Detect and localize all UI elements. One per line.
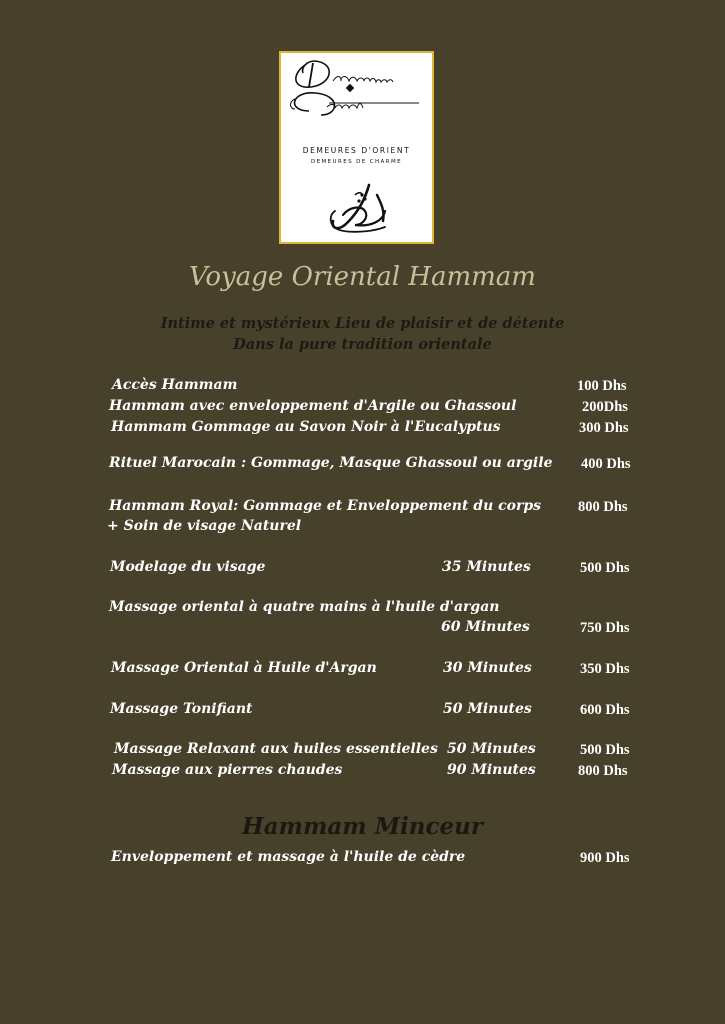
menu-item-duration: 30 Minutes (443, 660, 532, 676)
menu-item-label: Massage Relaxant aux huiles essentielles (114, 741, 438, 757)
arabic-calligraphy-icon (331, 185, 385, 232)
menu-item-price: 750 Dhs (580, 620, 630, 636)
menu-item-label: Massage aux pierres chaudes (112, 762, 343, 778)
menu-title: Voyage Oriental Hammam (189, 262, 536, 292)
menu-item-label: Enveloppement et massage à l'huile de cèdre (111, 849, 466, 865)
menu-item-label: Massage oriental à quatre mains à l'huile d'argan (109, 599, 500, 615)
menu-item-duration: 50 Minutes (447, 741, 536, 757)
menu-item-duration: 50 Minutes (443, 701, 532, 717)
menu-item-price: 300 Dhs (579, 420, 629, 436)
menu-item-label: Hammam avec enveloppement d'Argile ou Ghassoul (109, 398, 517, 414)
menu-item-price: 200Dhs (582, 399, 628, 415)
menu-item-label: Accès Hammam (112, 377, 238, 393)
menu-item-duration: 35 Minutes (442, 559, 531, 575)
menu-item-price: 800 Dhs (578, 499, 628, 515)
logo (279, 51, 434, 244)
menu-item-label: Massage Tonifiant (110, 701, 253, 717)
menu-item-price: 500 Dhs (580, 560, 630, 576)
menu-subtitle-2: Dans la pure tradition orientale (233, 336, 492, 353)
menu-item-price: 900 Dhs (580, 850, 630, 866)
menu-item-price: 800 Dhs (578, 763, 628, 779)
menu-item-price: 400 Dhs (581, 456, 631, 472)
menu-item-label: Hammam Royal: Gommage et Enveloppement du corps (109, 498, 542, 514)
menu-item-label: Rituel Marocain : Gommage, Masque Ghassoul ou argile (109, 455, 553, 471)
section-title-minceur: Hammam Minceur (242, 813, 483, 840)
menu-item-label: Massage Oriental à Huile d'Argan (111, 660, 377, 676)
menu-item-price: 100 Dhs (577, 378, 627, 394)
menu-item-price: 350 Dhs (580, 661, 630, 677)
menu-item-duration: 60 Minutes (441, 619, 530, 635)
menu-item-label: Hammam Gommage au Savon Noir à l'Eucalyptus (111, 419, 501, 435)
menu-item-price: 500 Dhs (580, 742, 630, 758)
logo-line2: DEMEURES DE CHARME (311, 159, 402, 165)
menu-item-label: Modelage du visage (110, 559, 266, 575)
menu-item-price: 600 Dhs (580, 702, 630, 718)
menu-subtitle-1: Intime et mystérieux Lieu de plaisir et de détente (160, 315, 565, 332)
menu-item-duration: 90 Minutes (447, 762, 536, 778)
menu-item-label-2: + Soin de visage Naturel (107, 518, 302, 534)
logo-line1: DEMEURES D'ORIENT (302, 146, 411, 155)
